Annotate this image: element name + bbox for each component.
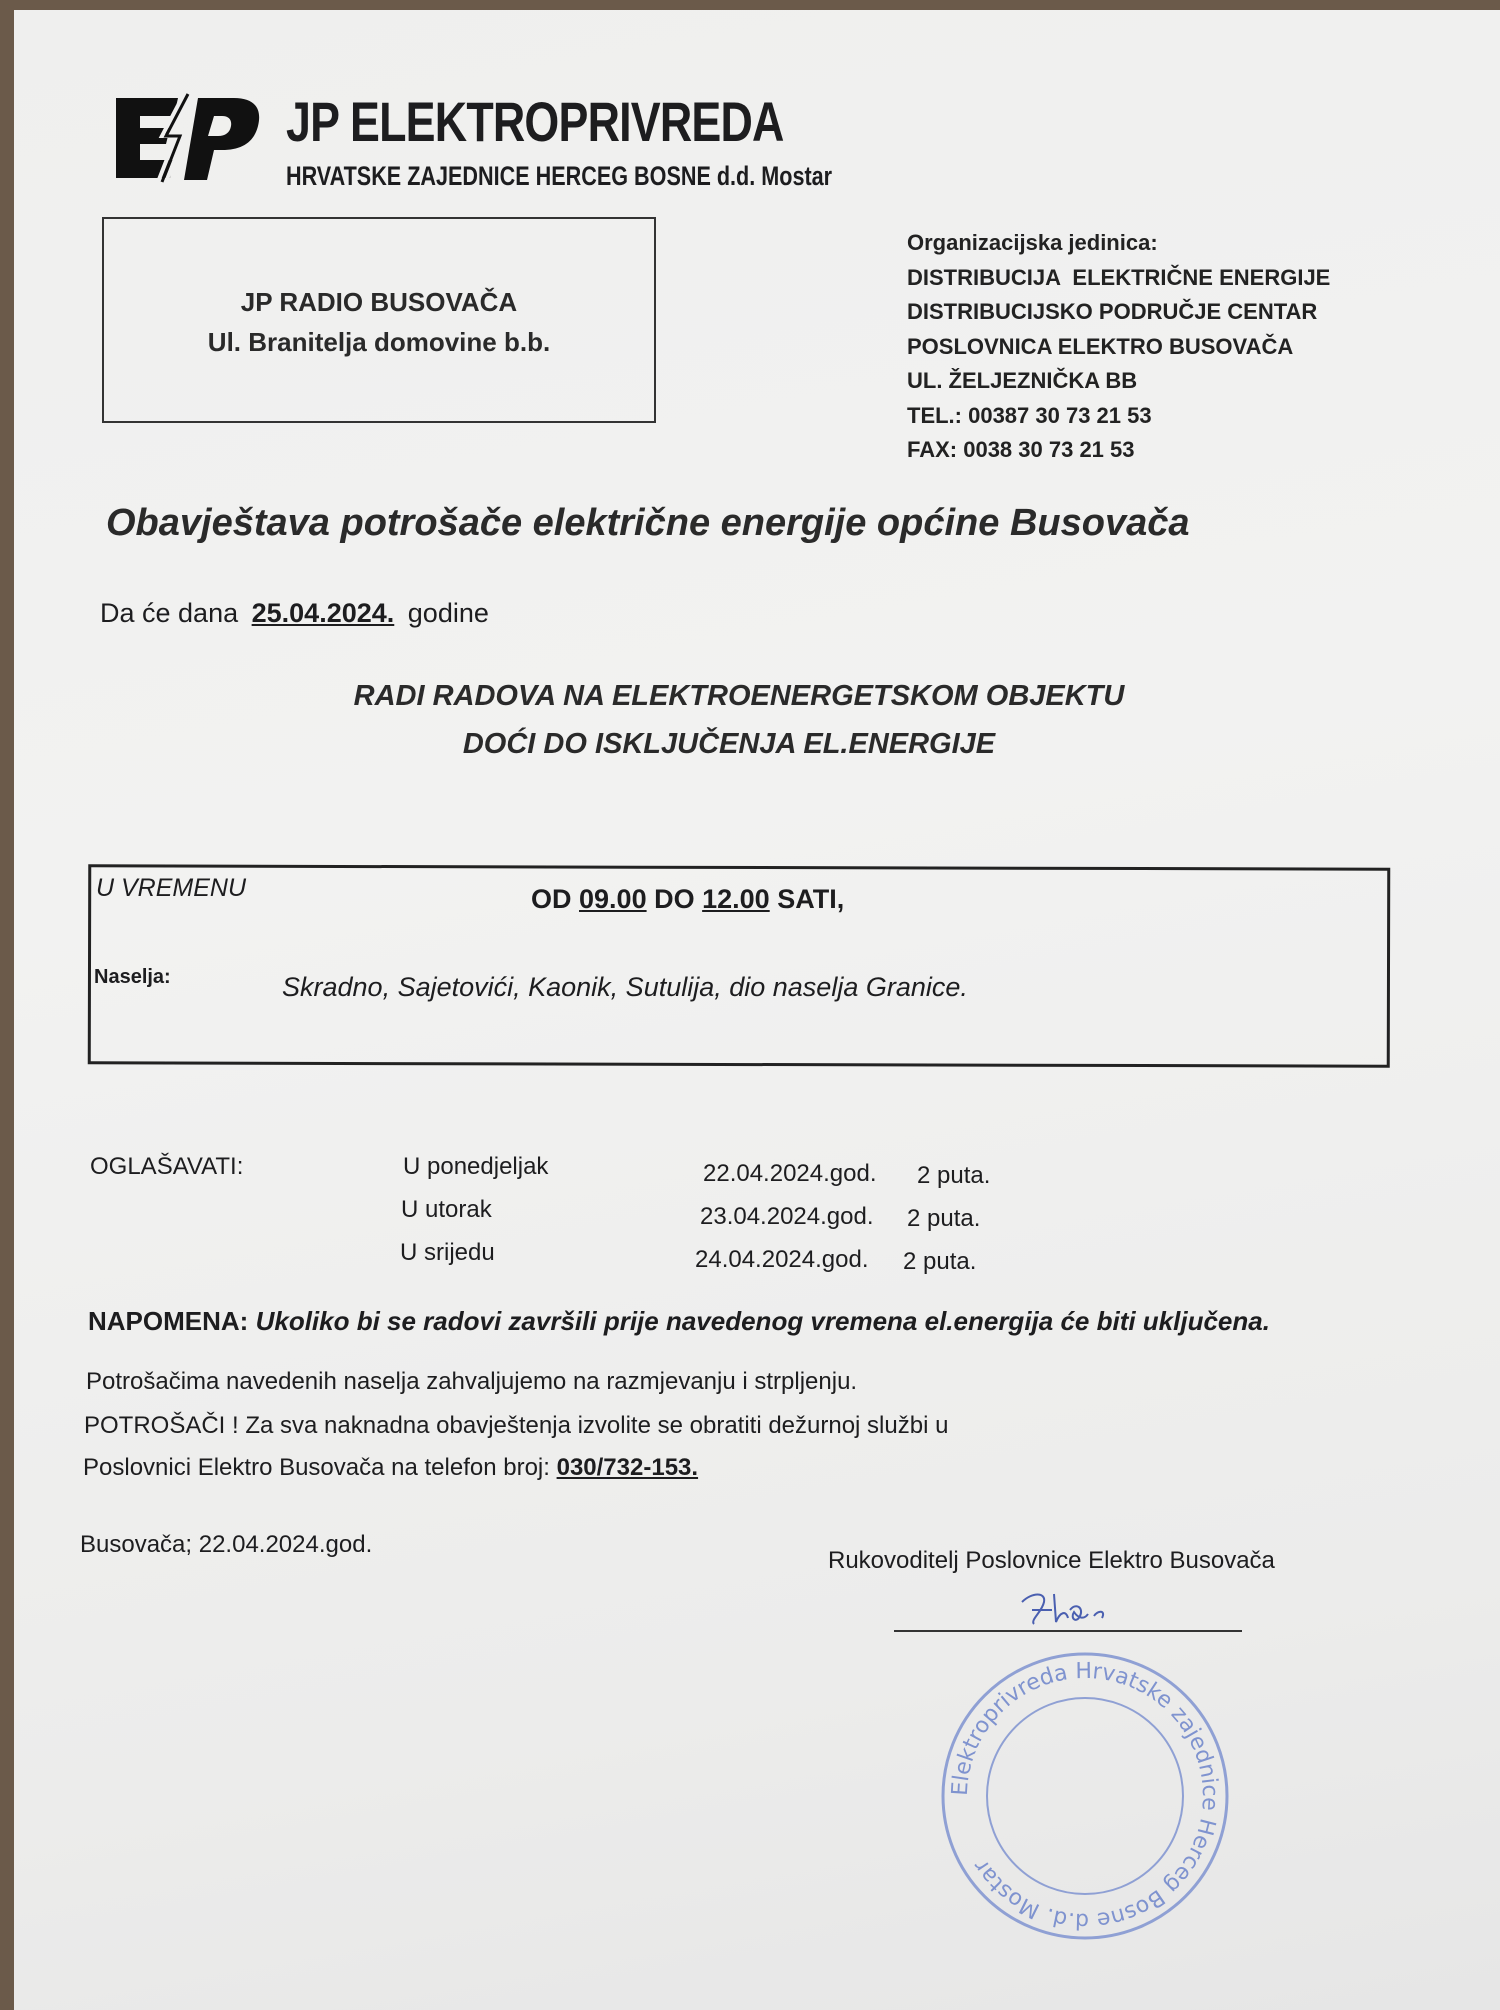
sender-fax: FAX: 0038 30 73 21 53 bbox=[907, 437, 1135, 462]
stamp-text: Elektroprivreda Hrvatske zajednice Herceg Bosne d.d. Mostar bbox=[947, 1658, 1223, 1934]
signature-line bbox=[894, 1630, 1242, 1632]
announce-times: 2 puta. bbox=[907, 1205, 981, 1232]
time-to: 12.00 bbox=[702, 884, 770, 914]
note-label: NAPOMENA: bbox=[88, 1306, 249, 1336]
signatory-title: Rukovoditelj Poslovnice Elektro Busovača bbox=[828, 1547, 1275, 1574]
contact-line: POTROŠAČI ! Za sva naknadna obavještenja izvolite se obratiti dežurnoj službi u bbox=[84, 1412, 949, 1439]
time-label: U VREMENU bbox=[96, 874, 247, 902]
recipient-name: JP RADIO BUSOVAČA bbox=[240, 287, 518, 317]
heading-line-1: RADI RADOVA NA ELEKTROENERGETSKOM OBJEKTU bbox=[353, 680, 1125, 712]
sender-line: UL. ŽELJEZNIČKA BB bbox=[907, 368, 1138, 393]
thanks-line: Potrošačima navedenih naselja zahvaljujemo na razmjevanju i strpljenju. bbox=[86, 1368, 858, 1395]
heading-line-2: DOĆI DO ISKLJUČENJA EL.ENERGIJE bbox=[462, 728, 996, 760]
company-subtitle: HRVATSKE ZAJEDNICE HERCEG BOSNE d.d. Mostar bbox=[286, 161, 833, 191]
phone-line-text: Poslovnici Elektro Busovača na telefon broj: bbox=[83, 1454, 550, 1481]
sender-phone: TEL.: 00387 30 73 21 53 bbox=[907, 402, 1152, 428]
to-label: DO bbox=[654, 884, 695, 914]
signature-icon bbox=[1014, 1580, 1124, 1630]
settlements-label: Naselja: bbox=[94, 966, 171, 988]
time-from: 09.00 bbox=[579, 884, 647, 914]
ep-logo-icon bbox=[114, 92, 264, 184]
official-stamp-icon bbox=[939, 1650, 1231, 1942]
announce-times: 2 puta. bbox=[917, 1162, 991, 1189]
announce-date: 22.04.2024.god. bbox=[703, 1160, 877, 1187]
sender-line: DISTRIBUCIJSKO PODRUČJE CENTAR bbox=[907, 299, 1318, 324]
outage-date: 25.04.2024. bbox=[251, 598, 395, 628]
announce-times: 2 puta. bbox=[903, 1248, 977, 1275]
document-page bbox=[14, 10, 1500, 2010]
date-prefix: Da će dana bbox=[100, 598, 239, 628]
note-text: Ukoliko bi se radovi završili prije navedenog vremena el.energija će biti uključena. bbox=[255, 1306, 1270, 1336]
phone-number: 030/732-153. bbox=[556, 1454, 699, 1481]
recipient-box bbox=[102, 217, 656, 423]
sender-line: Organizacijska jedinica: bbox=[907, 230, 1158, 255]
date-suffix: godine bbox=[407, 598, 489, 628]
notice-title: Obavještava potrošače električne energije općine Busovača bbox=[106, 502, 1190, 544]
note bbox=[88, 1306, 1270, 1337]
announce-date: 23.04.2024.god. bbox=[700, 1203, 874, 1230]
from-label: OD bbox=[531, 884, 572, 914]
announce-date: 24.04.2024.god. bbox=[695, 1246, 869, 1273]
announce-day: U utorak bbox=[401, 1196, 492, 1223]
recipient-address: Ul. Branitelja domovine b.b. bbox=[207, 327, 551, 357]
announce-day: U srijedu bbox=[400, 1239, 495, 1266]
sender-line: DISTRIBUCIJA ELEKTRIČNE ENERGIJE bbox=[907, 264, 1331, 290]
sender-line: POSLOVNICA ELEKTRO BUSOVAČA bbox=[907, 333, 1294, 359]
company-name: JP ELEKTROPRIVREDA bbox=[286, 90, 784, 153]
phone-line bbox=[83, 1454, 698, 1482]
sender-block bbox=[907, 226, 1330, 468]
date-line bbox=[100, 598, 489, 629]
announce-day: U ponedjeljak bbox=[403, 1153, 549, 1180]
hours-label: SATI, bbox=[777, 884, 845, 914]
place-date: Busovača; 22.04.2024.god. bbox=[80, 1531, 373, 1558]
time-range bbox=[531, 884, 844, 915]
svg-text:Elektroprivreda Hrvatske zajed bbox=[948, 1659, 1222, 1933]
announce-label: OGLAŠAVATI: bbox=[90, 1153, 244, 1180]
settlements-list: Skradno, Sajetovići, Kaonik, Sutulija, dio naselja Granice. bbox=[282, 972, 968, 1002]
